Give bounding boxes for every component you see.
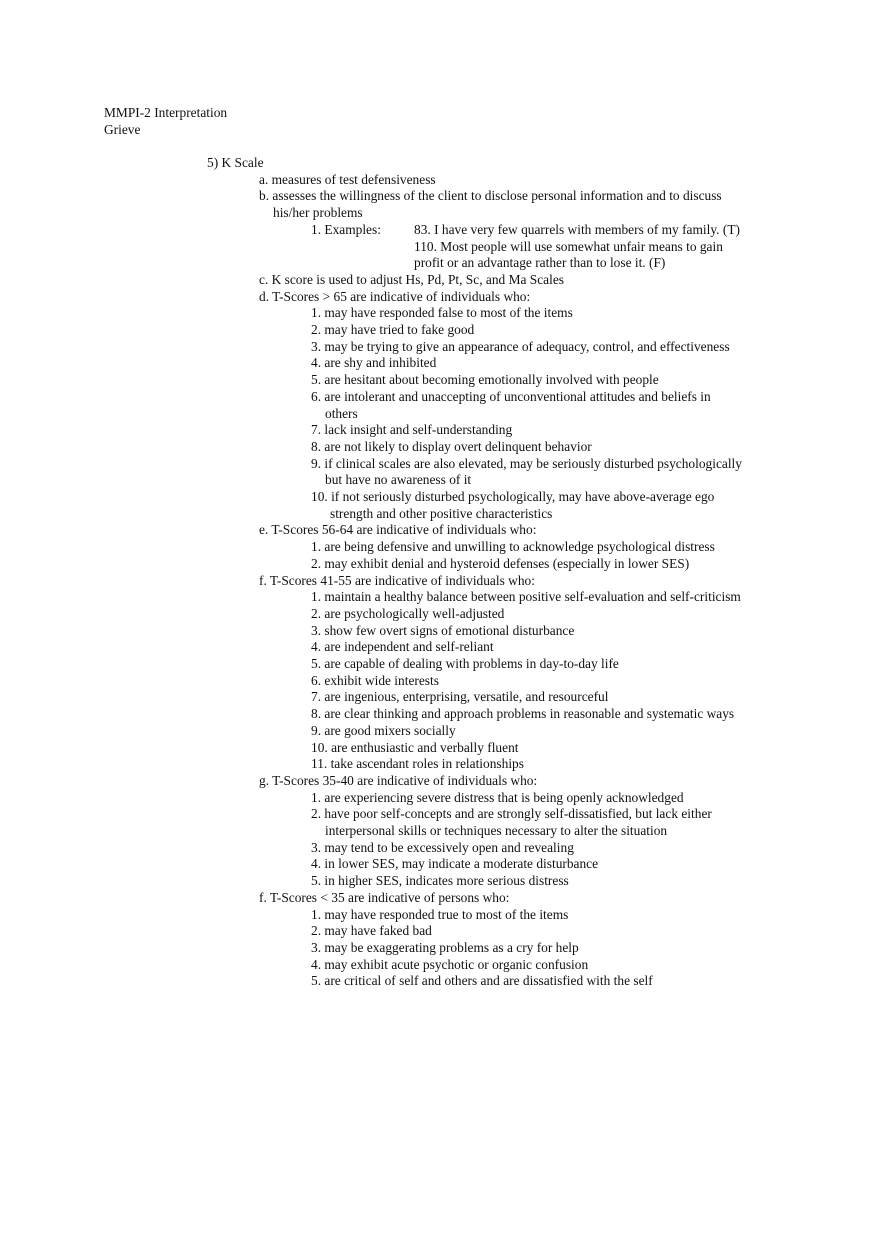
list-item: 5. in higher SES, indicates more serious distress — [311, 873, 569, 889]
list-item: 5. are critical of self and others and are dissatisfied with the self — [311, 973, 653, 989]
list-item: 4. are shy and inhibited — [311, 355, 437, 371]
list-item: 1. maintain a healthy balance between positive self-evaluation and self-criticism — [311, 589, 741, 605]
example-83: 83. I have very few quarrels with members of my family. (T) — [414, 221, 740, 237]
list-item: 7. are ingenious, enterprising, versatile, and resourceful — [311, 689, 609, 705]
item-c: c. K score is used to adjust Hs, Pd, Pt, Sc, and Ma Scales — [259, 271, 564, 287]
list-item: 2. have poor self-concepts and are strongly self-dissatisfied, but lack either — [311, 806, 712, 822]
list-item: 2. are psychologically well-adjusted — [311, 605, 505, 621]
list-item: 6. exhibit wide interests — [311, 672, 439, 688]
list-item: 4. are independent and self-reliant — [311, 639, 494, 655]
item-g-heading: g. T-Scores 35-40 are indicative of individuals who: — [259, 772, 538, 788]
examples-label: 1. Examples: — [311, 221, 381, 237]
document-header — [104, 105, 227, 138]
list-item: 5. are hesitant about becoming emotionally involved with people — [311, 372, 659, 388]
example-110-continued: profit or an advantage rather than to lose it. (F) — [414, 255, 666, 271]
list-item: 4. may exhibit acute psychotic or organic confusion — [311, 956, 589, 972]
item-a: a. measures of test defensiveness — [259, 171, 436, 187]
examples-row — [0, 239, 880, 256]
list-item: 7. lack insight and self-understanding — [311, 422, 513, 438]
list-item: 6. are intolerant and unaccepting of unconventional attitudes and beliefs in — [311, 388, 711, 404]
list-item: 2. may have tried to fake good — [311, 321, 475, 337]
list-item: 10. if not seriously disturbed psychologically, may have above-average ego — [311, 489, 715, 505]
example-110: 110. Most people will use somewhat unfair means to gain — [414, 238, 723, 254]
list-item: 4. in lower SES, may indicate a moderate disturbance — [311, 856, 599, 872]
item-b-continued: his/her problems — [273, 205, 363, 221]
list-item: 2. may have faked bad — [311, 923, 432, 939]
list-item: 3. may tend to be excessively open and revealing — [311, 839, 574, 855]
list-item: 8. are clear thinking and approach problems in reasonable and systematic ways — [311, 706, 735, 722]
list-item: 1. may have responded false to most of the items — [311, 305, 573, 321]
list-item: 1. may have responded true to most of the items — [311, 906, 569, 922]
list-item: 5. are capable of dealing with problems in day-to-day life — [311, 656, 619, 672]
list-item: 8. are not likely to display overt delinquent behavior — [311, 438, 592, 454]
list-item: 9. if clinical scales are also elevated, may be seriously disturbed psychologically — [311, 455, 742, 471]
examples-row — [0, 255, 880, 272]
document-title: MMPI-2 Interpretation — [104, 105, 228, 120]
document-author: Grieve — [104, 121, 141, 137]
list-item: 11. take ascendant roles in relationships — [311, 756, 524, 772]
k-scale-section — [0, 155, 880, 990]
item-d-heading: d. T-Scores > 65 are indicative of individuals who: — [259, 288, 531, 304]
list-item: 2. may exhibit denial and hysteroid defenses (especially in lower SES) — [311, 555, 690, 571]
section-heading: 5) K Scale — [207, 155, 264, 170]
list-item-continued: interpersonal skills or techniques necessary to alter the situation — [325, 823, 668, 839]
item-f-heading: f. T-Scores 41-55 are indicative of individuals who: — [259, 572, 535, 588]
item-e-heading: e. T-Scores 56-64 are indicative of individuals who: — [259, 522, 537, 538]
item-b: b. assesses the willingness of the client to disclose personal information and to discuss — [259, 188, 722, 204]
list-item: 3. may be trying to give an appearance of adequacy, control, and effectiveness — [311, 338, 730, 354]
list-item: 3. may be exaggerating problems as a cry for help — [311, 940, 579, 955]
list-item-continued: strength and other positive characteristics — [330, 505, 553, 521]
item-f2-heading: f. T-Scores < 35 are indicative of persons who: — [259, 889, 510, 905]
list-item-continued: others — [325, 405, 358, 421]
list-item: 1. are being defensive and unwilling to acknowledge psychological distress — [311, 539, 715, 555]
list-item: 10. are enthusiastic and verbally fluent — [311, 739, 519, 755]
examples-row — [0, 222, 880, 239]
list-item: 1. are experiencing severe distress that is being openly acknowledged — [311, 789, 684, 805]
list-item-continued: but have no awareness of it — [325, 472, 472, 488]
list-item: 3. show few overt signs of emotional disturbance — [311, 622, 575, 638]
list-item: 9. are good mixers socially — [311, 722, 456, 738]
